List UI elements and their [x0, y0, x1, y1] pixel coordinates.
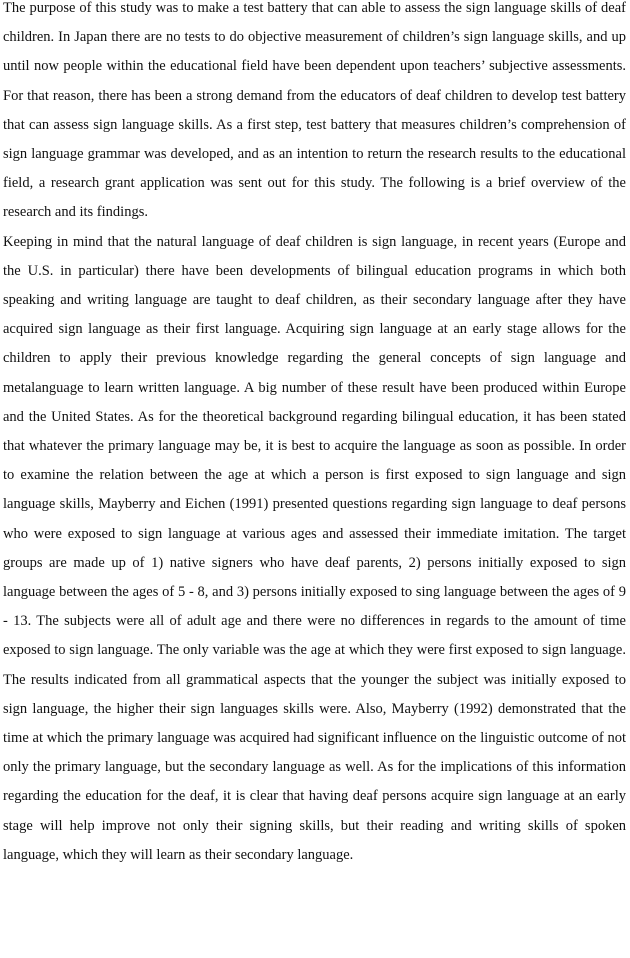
paragraph-study-purpose: The purpose of this study was to make a test battery that can able to assess the sign language skills of deaf children. In Japan there are no tests to do objective measurement of children’s sign language skills, and up until now people within the educational field have been dependent upon teachers’ subjective assessments. For that reason, there has been a strong demand from the educators of deaf children to develop test battery that can assess sign language skills. As a first step, test battery that measures children’s comprehension of sign language grammar was developed, and as an intention to return the research results to the educational field, a research grant application was sent out for this study. The following is a brief overview of the research and its findings.	[3, 0, 626, 221]
paragraph-bilingual-education: Keeping in mind that the natural language of deaf children is sign language, in recent years (Europe and the U.S. in particular) there have been developments of bilingual education programs in which both speaking and writing language are taught to deaf children, as their secondary language after they have acquired sign language as their first language. Acquiring sign language at an early stage allows for the children to apply their previous knowledge regarding the general concepts of sign language and metalanguage to learn written language. A big number of these result have been produced within Europe and the United States. As for the theoretical background regarding bilingual education, it has been stated that whatever the primary language may be, it is best to acquire the language as soon as possible. In order to examine the relation between the age at which a person is first exposed to sign language and sign language skills, Mayberry and Eichen (1991) presented questions regarding sign language to deaf persons who were exposed to sign language at various ages and assessed their immediate imitation. The target groups are made up of 1) native signers who have deaf parents, 2) persons initially exposed to sign language between the ages of 5 - 8, and 3) persons initially exposed to sing language between the ages of 9 - 13. The subjects were all of adult age and there were no differences in regards to the amount of time exposed to sign language. The only variable was the age at which they were first exposed to sign language. The results indicated from all grammatical aspects that the younger the subject was initially exposed to sign language, the higher their sign languages skills were. Also, Mayberry (1992) demonstrated that the time at which the primary language was acquired had significant influence on the linguistic outcome of not only the primary language, but the secondary language as well. As for the implications of this information regarding the education for the deaf, it is clear that having deaf persons acquire sign language at an early stage will help improve not only their signing skills, but their reading and writing skills of spoken language, which they will learn as their secondary language.	[3, 233, 626, 863]
